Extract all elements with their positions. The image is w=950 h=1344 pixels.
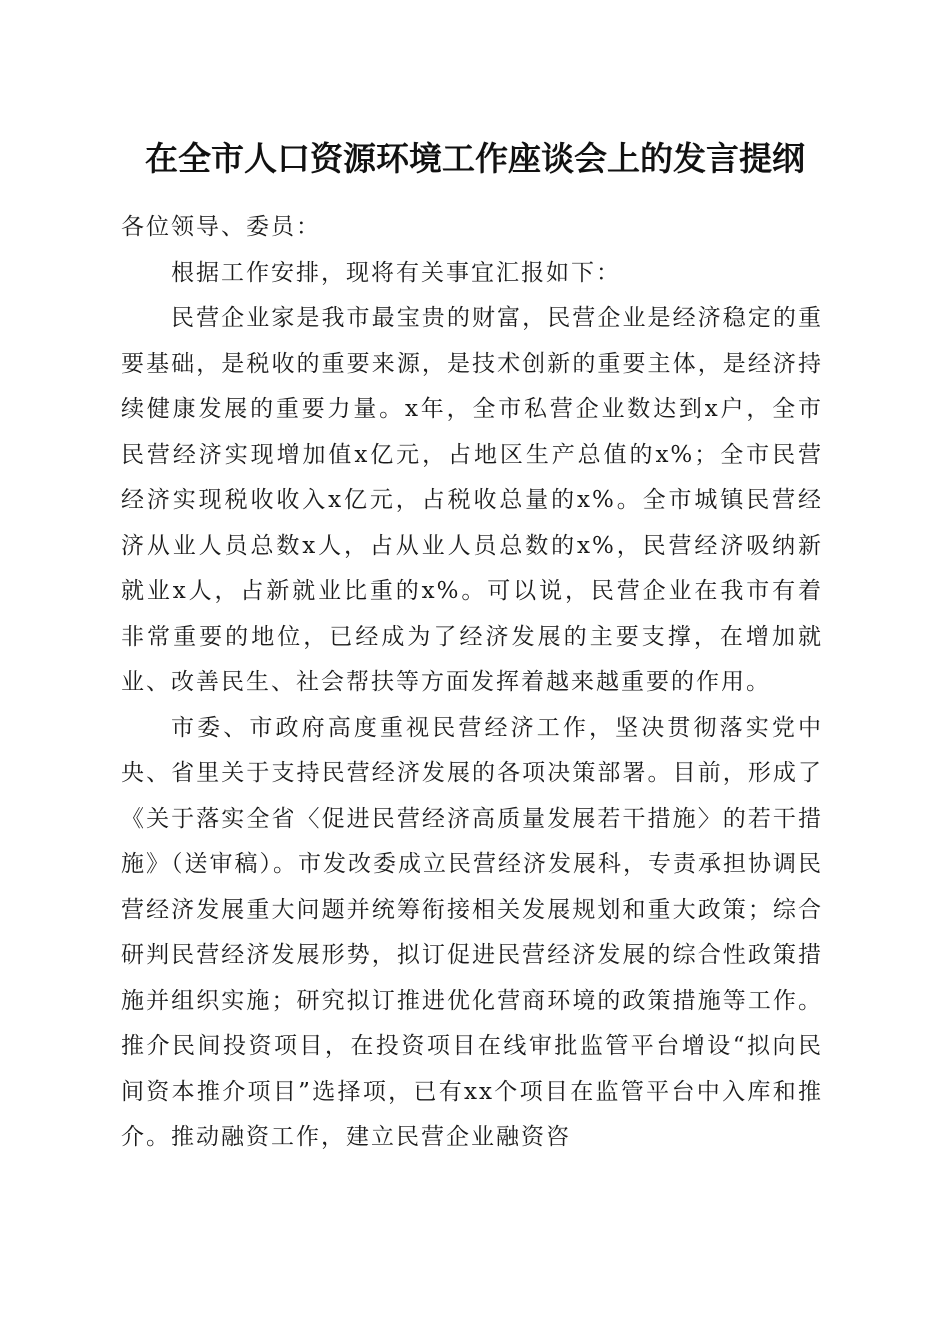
paragraph-intro: 根据工作安排，现将有关事宜汇报如下： — [171, 259, 621, 286]
document-title: 在全市人口资源环境工作座谈会上的发言提纲 — [145, 139, 805, 178]
paragraph-government-support: 市委、市政府高度重视民营经济工作，坚决贯彻落实党中央、省里关于支持民营经济发展的各项决策部署。目前，形成了《关于落实全省〈促进民营经济高质量发展若干措施〉的若干措施》（送审稿）。市发改委成立民营经济发展科，专责承担协调民营经济发展重大问题并统筹衔接相关发展规划和重大政策；综合研判民营经济发展形势，拟订促进民营经济发展的综合性政策措施并组织实施；研究拟订推进优化营商环境的政策措施等工作。推介民间投资项目，在投资项目在线审批监管平台增设“拟向民间资本推介项目”选择项，已有xx个项目在监管平台中入库和推介。推动融资工作，建立民营企业融资咨 — [121, 714, 823, 1150]
salutation: 各位领导、委员： — [121, 214, 321, 240]
paragraph-private-enterprise: 民营企业家是我市最宝贵的财富，民营企业是经济稳定的重要基础，是税收的重要来源，是技术创新的重要主体，是经济持续健康发展的重要力量。x年，全市私营企业数达到x户，全市民营经济实现增加值x亿元，占地区生产总值的x%；全市民营经济实现税收收入x亿元，占税收总量的x%。全市城镇民营经济从业人员总数x人，占从业人员总数的x%，民营经济吸纳新就业x人，占新就业比重的x%。可以说，民营企业在我市有着非常重要的地位，已经成为了经济发展的主要支撑，在增加就业、改善民生、社会帮扶等方面发挥着越来越重要的作用。 — [121, 305, 823, 695]
document-body — [121, 205, 823, 1161]
